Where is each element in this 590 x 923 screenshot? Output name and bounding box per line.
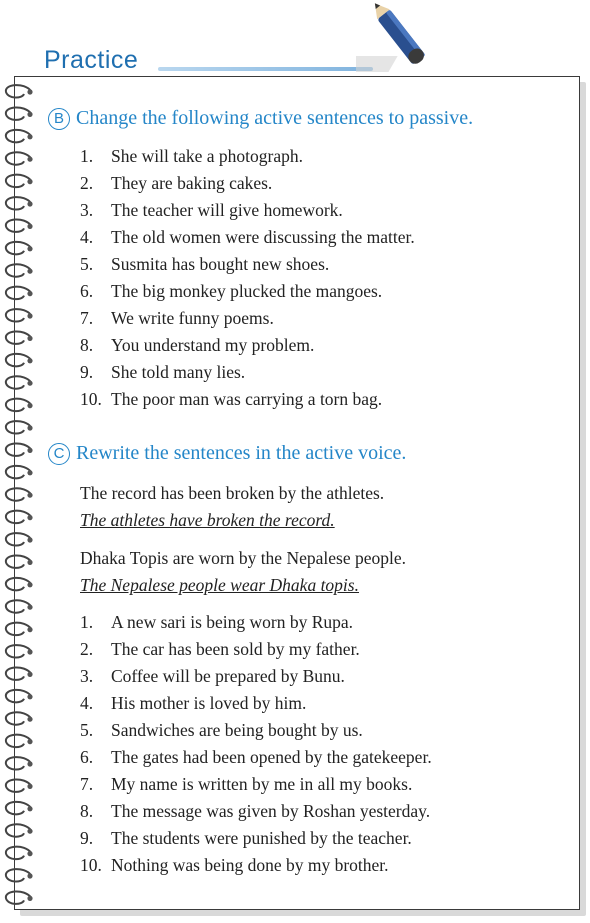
list-item	[80, 227, 415, 254]
item-text: The gates had been opened by the gatekeeper.	[111, 747, 432, 767]
spiral-ring-icon	[6, 107, 33, 119]
section-b-instruction: Change the following active sentences to passive.	[76, 107, 474, 129]
spiral-ring-icon	[6, 533, 33, 545]
spiral-ring-icon	[6, 443, 33, 455]
item-text: His mother is loved by him.	[111, 693, 307, 713]
list-item	[80, 308, 415, 335]
example-question: The record has been broken by the athletes.	[80, 483, 385, 503]
item-text: We write funny poems.	[111, 308, 274, 328]
spiral-ring-icon	[6, 85, 33, 97]
spiral-ring-icon	[6, 757, 33, 769]
spiral-ring-icon	[6, 399, 33, 411]
item-text: Nothing was being done by my brother.	[111, 855, 389, 875]
item-text: She told many lies.	[111, 362, 246, 382]
list-item	[80, 828, 432, 855]
spiral-ring-icon	[6, 712, 33, 724]
title-underline	[158, 67, 373, 71]
list-item	[80, 173, 415, 200]
item-text: The teacher will give homework.	[111, 200, 343, 220]
item-text: My name is written by me in all my books.	[111, 774, 413, 794]
list-item	[80, 639, 432, 666]
spiral-ring-icon	[6, 645, 33, 657]
list-item	[80, 801, 432, 828]
spiral-ring-icon	[6, 219, 33, 231]
list-item	[80, 774, 432, 801]
list-item	[80, 200, 415, 227]
spiral-ring-icon	[6, 511, 33, 523]
spiral-ring-icon	[6, 152, 33, 164]
spiral-ring-icon	[6, 555, 33, 567]
item-number: 6.	[80, 281, 94, 301]
item-number: 1.	[80, 146, 94, 166]
item-text: The old women were discussing the matter.	[111, 227, 415, 247]
item-number: 1.	[80, 612, 94, 632]
list-item	[80, 335, 415, 362]
example-1	[80, 480, 384, 534]
spiral-ring-icon	[6, 466, 33, 478]
item-number: 10.	[80, 389, 102, 409]
item-number: 6.	[80, 747, 94, 767]
spiral-ring-icon	[6, 824, 33, 836]
section-c-instruction: Rewrite the sentences in the active voice.	[76, 442, 407, 464]
spiral-ring-icon	[6, 488, 33, 500]
item-number: 2.	[80, 639, 94, 659]
item-number: 8.	[80, 801, 94, 821]
page-title: Practice	[44, 46, 139, 74]
item-text: The message was given by Roshan yesterday.	[111, 801, 431, 821]
item-text: The big monkey plucked the mangoes.	[111, 281, 383, 301]
list-item	[80, 666, 432, 693]
item-text: The students were punished by the teacher.	[111, 828, 412, 848]
list-item	[80, 146, 415, 173]
section-c-list	[80, 612, 432, 882]
item-text: You understand my problem.	[111, 335, 315, 355]
item-number: 4.	[80, 227, 94, 247]
spiral-ring-icon	[6, 735, 33, 747]
item-number: 7.	[80, 774, 94, 794]
spiral-ring-icon	[6, 421, 33, 433]
spiral-ring-icon	[6, 309, 33, 321]
pencil-icon	[356, 0, 446, 80]
spiral-ring-icon	[6, 175, 33, 187]
list-item	[80, 281, 415, 308]
example-answer: The Nepalese people wear Dhaka topis.	[80, 575, 359, 595]
spiral-ring-icon	[6, 354, 33, 366]
item-text: The car has been sold by my father.	[111, 639, 360, 659]
spiral-ring-icon	[6, 869, 33, 881]
item-text: Coffee will be prepared by Bunu.	[111, 666, 345, 686]
list-item	[80, 855, 432, 882]
spiral-ring-icon	[6, 287, 33, 299]
list-item	[80, 254, 415, 281]
list-item	[80, 362, 415, 389]
item-number: 9.	[80, 828, 94, 848]
spiral-ring-icon	[6, 376, 33, 388]
item-number: 2.	[80, 173, 94, 193]
example-answer: The athletes have broken the record.	[80, 510, 335, 530]
spiral-ring-icon	[6, 130, 33, 142]
item-text: The poor man was carrying a torn bag.	[111, 389, 383, 409]
item-number: 4.	[80, 693, 94, 713]
item-number: 5.	[80, 254, 94, 274]
list-item	[80, 389, 415, 416]
section-b-heading	[48, 107, 473, 130]
item-text: A new sari is being worn by Rupa.	[111, 612, 354, 632]
example-question: Dhaka Topis are worn by the Nepalese people.	[80, 548, 406, 568]
item-text: They are baking cakes.	[111, 173, 273, 193]
spiral-ring-icon	[6, 600, 33, 612]
item-number: 3.	[80, 200, 94, 220]
item-text: Susmita has bought new shoes.	[111, 254, 330, 274]
list-item	[80, 693, 432, 720]
spiral-ring-icon	[6, 242, 33, 254]
item-number: 8.	[80, 335, 94, 355]
spiral-ring-icon	[6, 578, 33, 590]
item-number: 3.	[80, 666, 94, 686]
example-2	[80, 545, 406, 599]
spiral-ring-icon	[6, 331, 33, 343]
spiral-ring-icon	[6, 667, 33, 679]
item-text: Sandwiches are being bought by us.	[111, 720, 363, 740]
spiral-ring-icon	[6, 690, 33, 702]
spiral-ring-icon	[6, 802, 33, 814]
spiral-ring-icon	[6, 197, 33, 209]
list-item	[80, 720, 432, 747]
spiral-ring-icon	[6, 779, 33, 791]
item-number: 7.	[80, 308, 94, 328]
section-c-badge: C	[48, 443, 70, 465]
item-number: 9.	[80, 362, 94, 382]
section-c-heading	[48, 442, 406, 465]
spiral-ring-icon	[6, 264, 33, 276]
spiral-ring-icon	[6, 623, 33, 635]
spiral-binding	[0, 78, 40, 908]
item-number: 5.	[80, 720, 94, 740]
section-b-list	[80, 146, 415, 416]
spiral-ring-icon	[6, 847, 33, 859]
item-number: 10.	[80, 855, 102, 875]
spiral-ring-icon	[6, 891, 33, 903]
item-text: She will take a photograph.	[111, 146, 303, 166]
section-b-badge: B	[48, 108, 70, 130]
list-item	[80, 612, 432, 639]
list-item	[80, 747, 432, 774]
